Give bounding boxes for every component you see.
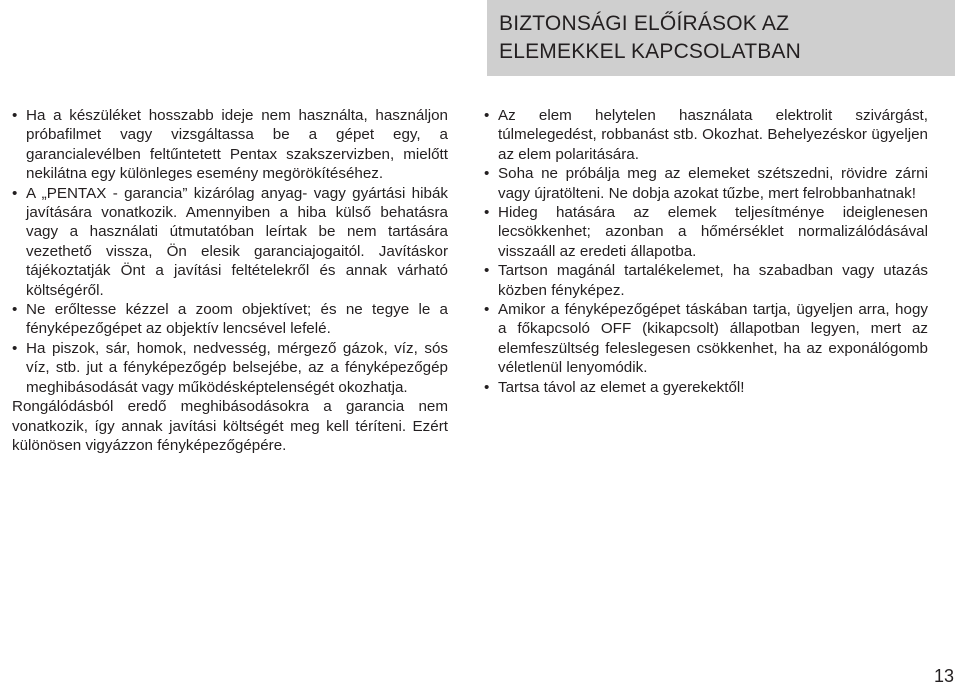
list-item: [12, 106, 448, 184]
list-item-text: Hideg hatására az elemek teljesítménye ideiglenesen lecsökkenhet; azonban a hőmérséklet normalizálódásával visszaáll az eredeti állapotba.: [498, 204, 928, 260]
list-item: [484, 261, 928, 300]
bullet-icon: •: [12, 107, 18, 124]
closing-paragraph: Rongálódásból eredő meghibásodásokra a garancia nem vonatkozik, így annak javítási költségét meg kell téríteni. Ezért különösen vigyázzon fényképezőgépére.: [12, 398, 448, 454]
bullet-icon: •: [12, 184, 18, 202]
section-title-box: [487, 0, 955, 76]
bullet-icon: •: [484, 378, 490, 396]
list-item-text: Az elem helytelen használata elektrolit szivárgást, túlmelegedést, robbanást stb. Okozhat. Behelyezéskor ügyeljen az elem polaritására.: [498, 107, 928, 163]
list-item: [12, 300, 448, 339]
section-title-line-2: ELEMEKKEL KAPCSOLATBAN: [499, 40, 802, 63]
list-item-text: Amikor a fényképezőgépet táskában tartja, ügyeljen arra, hogy a főkapcsoló OFF (kikapcsolt) állapotban legyen, mert az elemfeszültség feleslegesen csökkenhet, ha az exponálógomb véletlenül lenyomódik.: [498, 301, 928, 377]
list-item: [484, 203, 928, 261]
list-item: [484, 378, 928, 397]
list-item: [484, 300, 928, 378]
list-item-text: Ne erőltesse kézzel a zoom objektívet; és ne tegye le a fényképezőgépet az objektív lencsével lefelé.: [26, 301, 448, 338]
bullet-icon: •: [484, 204, 490, 222]
list-item: [484, 106, 928, 164]
list-item-text: Soha ne próbálja meg az elemeket szétszedni, rövidre zárni vagy újratölteni. Ne dobja azokat tűzbe, mert felrobbanhatnak!: [498, 165, 928, 202]
page-number: 13: [934, 666, 955, 686]
list-item-text: Tartson magánál tartalékelemet, ha szabadban vagy utazás közben fényképez.: [498, 262, 928, 299]
bullet-icon: •: [12, 339, 18, 357]
section-title-line-1: BIZTONSÁGI ELŐÍRÁSOK AZ: [499, 12, 790, 35]
list-item-text: A „PENTAX - garancia” kizárólag anyag- vagy gyártási hibák javítására vonatkozik. Amennyiben a hiba külső behatásra vagy a használati útmutatóban leírtak be nem tartására vezethető vissza, Ön elesik garanciajogaitól. Javításkor tájékoztatják Önt a javítási feltételekről és annak várható költségéről.: [26, 184, 448, 299]
bullet-icon: •: [484, 107, 490, 124]
right-column: [484, 106, 928, 397]
list-item: [484, 164, 928, 203]
bullet-icon: •: [12, 301, 18, 319]
list-item: [12, 339, 448, 397]
list-item-text: Ha a készüléket hosszabb ideje nem használta, használjon próbafilmet vagy vizsgáltassa be a gépet egy, a garancialevélben feltűntetett Pentax szakszervizben, mielőtt nekilátna egy különleges esemény megörökítéséhez.: [26, 107, 448, 183]
list-item-text: Ha piszok, sár, homok, nedvesség, mérgező gázok, víz, sós víz, stb. jut a fényképezőgép belsejébe, az a fényképezőgép meghibásodását vagy működésképtelenségét okozhatja.: [26, 339, 448, 396]
bullet-icon: •: [484, 301, 490, 319]
left-column: [12, 106, 448, 455]
bullet-icon: •: [484, 262, 490, 280]
bullet-icon: •: [484, 165, 490, 183]
list-item-text: Tartsa távol az elemet a gyerekektől!: [498, 378, 745, 396]
list-item: [12, 184, 448, 300]
